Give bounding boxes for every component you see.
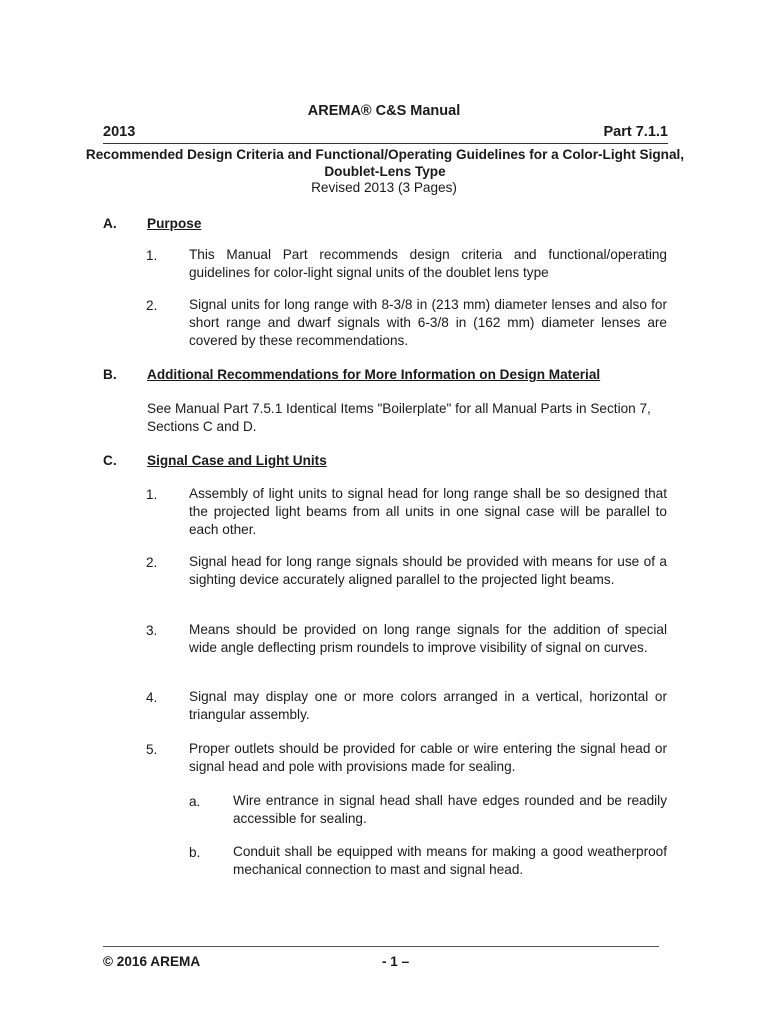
- section-a-item-1-number: 1.: [146, 248, 158, 263]
- section-c-subitem-b-letter: b.: [189, 845, 201, 860]
- section-c-item-1-number: 1.: [146, 487, 158, 502]
- section-c-item-4-text: Signal may display one or more colors arranged in a vertical, horizontal or triangular assembly.: [189, 689, 667, 722]
- section-b-title: Additional Recommendations for More Information on Design Material: [147, 367, 601, 382]
- section-c-item-5-number: 5.: [146, 742, 158, 757]
- section-c-letter: C.: [103, 453, 117, 468]
- section-a-item-2-text: Signal units for long range with 8-3/8 in (213 mm) diameter lenses and also for short range and dwarf signals with 6-3/8 in (162 mm) diameter lenses are covered by these recommendations.: [189, 297, 667, 348]
- section-a-item-1-text: This Manual Part recommends design criteria and functional/operating guidelines for color-light signal units of the doublet lens type: [189, 247, 667, 280]
- section-c-item-2-number: 2.: [146, 555, 158, 570]
- header-part: Part 7.1.1: [603, 124, 668, 140]
- section-c-title: Signal Case and Light Units: [147, 453, 327, 468]
- section-a-title: Purpose: [147, 216, 202, 231]
- revision-note: Revised 2013 (3 Pages): [311, 180, 457, 195]
- section-c-subitem-a-letter: a.: [189, 794, 201, 809]
- section-c-item-2-text: Signal head for long range signals should be provided with means for use of a sighting device accurately aligned parallel to the projected light beams.: [189, 554, 667, 587]
- section-c-item-3-text: Means should be provided on long range signals for the addition of special wide angle deflecting prism roundels to improve visibility of signal on curves.: [189, 622, 667, 655]
- section-c-item-3-number: 3.: [146, 623, 158, 638]
- footer-rule: [103, 946, 659, 947]
- header-rule: [103, 124, 668, 144]
- section-b-text: See Manual Part 7.5.1 Identical Items "Boilerplate" for all Manual Parts in Section 7, Sections C and D.: [147, 401, 651, 434]
- document-subtitle: Recommended Design Criteria and Functional/Operating Guidelines for a Color-Light Signal, Doublet-Lens Type: [85, 147, 685, 179]
- section-a-letter: A.: [103, 216, 117, 231]
- section-a-item-2-number: 2.: [146, 298, 158, 313]
- footer-copyright: © 2016 AREMA: [103, 954, 201, 969]
- section-c-item-4-number: 4.: [146, 690, 158, 705]
- header-year: 2013: [103, 124, 136, 140]
- manual-title: AREMA® C&S Manual: [307, 103, 461, 119]
- section-c-subitem-b-text: Conduit shall be equipped with means for making a good weatherproof mechanical connection to mast and signal head.: [233, 844, 667, 877]
- section-b-letter: B.: [103, 367, 117, 382]
- footer-page-number: - 1 –: [382, 954, 410, 969]
- section-c-item-1-text: Assembly of light units to signal head for long range shall be so designed that the projected light beams from all units in one signal case will be parallel to each other.: [189, 486, 667, 537]
- section-c-subitem-a-text: Wire entrance in signal head shall have edges rounded and be readily accessible for sealing.: [233, 793, 667, 826]
- section-c-item-5-text: Proper outlets should be provided for cable or wire entering the signal head or signal head and pole with provisions made for sealing.: [189, 741, 667, 774]
